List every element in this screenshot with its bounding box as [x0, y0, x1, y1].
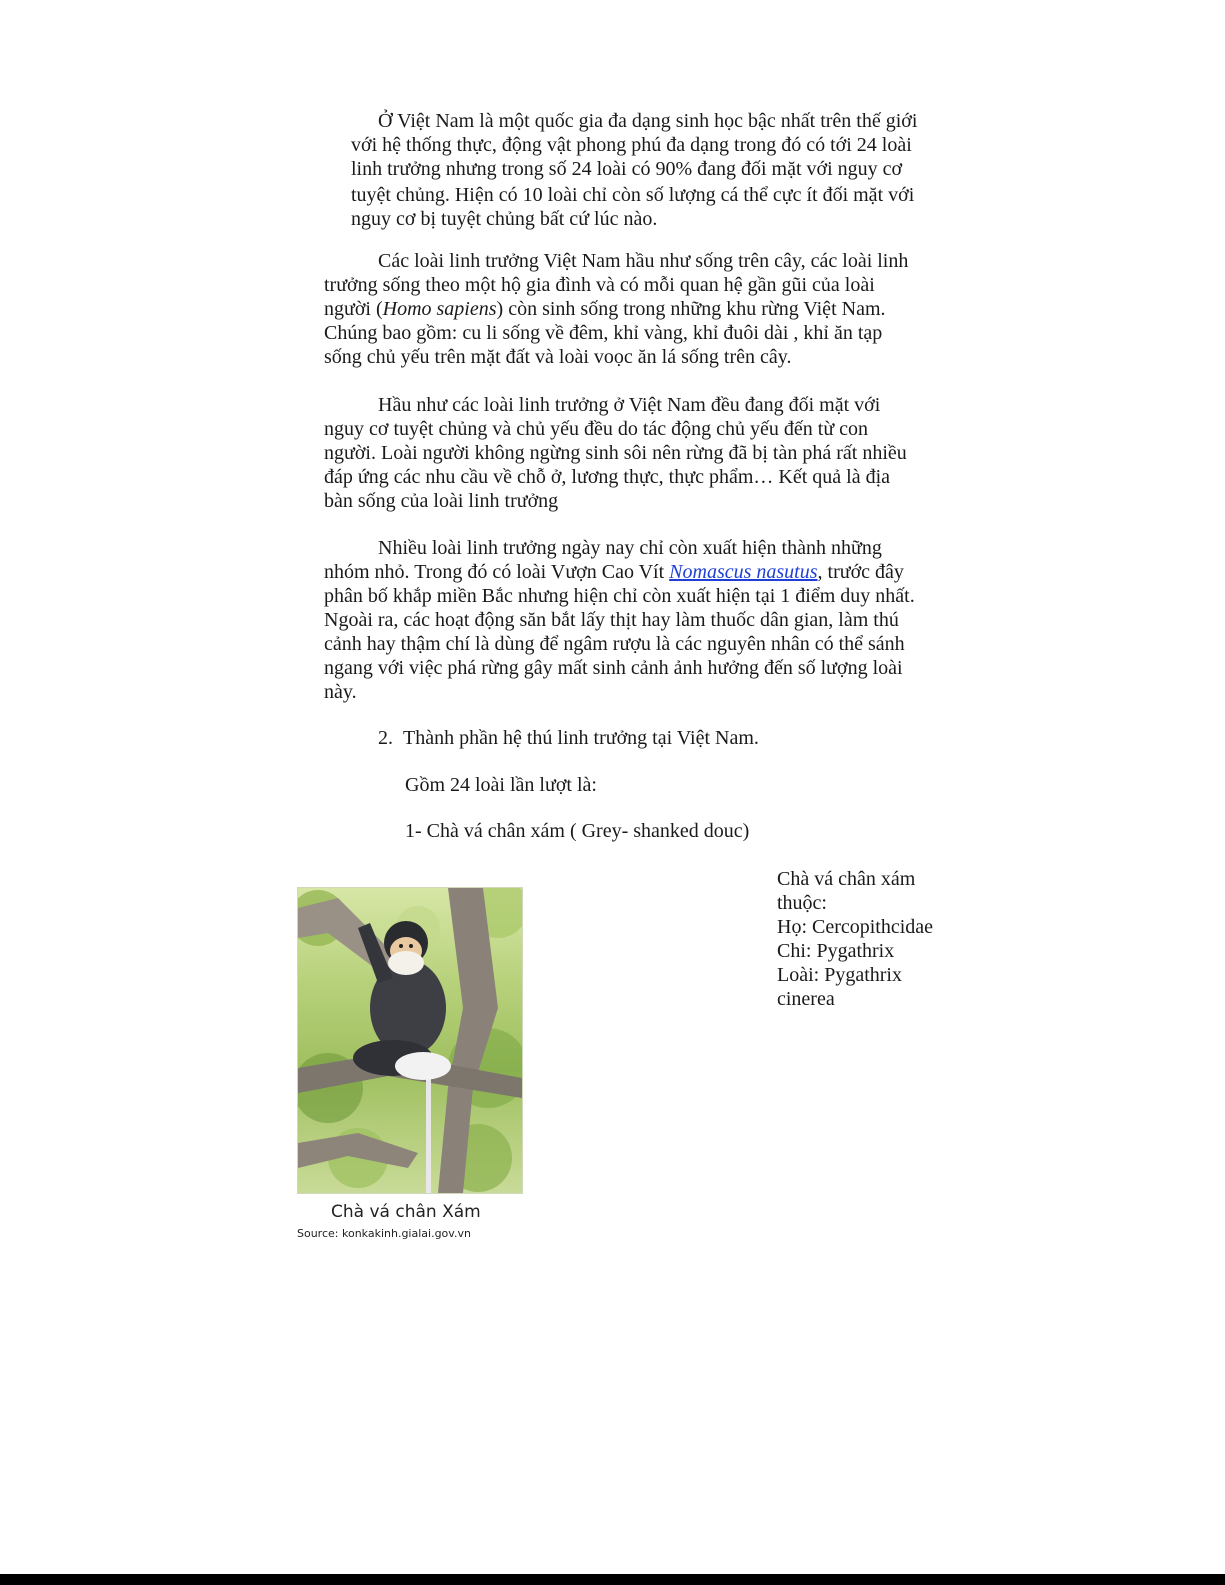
- text-line: với hệ thống thực, động vật phong phú đa dạng trong đó có tới 24 loài: [351, 134, 912, 156]
- section-title: Thành phần hệ thú linh trưởng tại Việt Nam.: [403, 727, 759, 749]
- paragraph-extinction-threat: [324, 393, 907, 513]
- species-figure: [297, 887, 523, 1240]
- text-line: Chúng bao gồm: cu li sống về đêm, khỉ vàng, khỉ đuôi dài , khỉ ăn tạp: [324, 322, 883, 344]
- text-line: này.: [324, 681, 357, 703]
- text-line: tuyệt chủng. Hiện có 10 loài chỉ còn số lượng cá thể cực ít đối mặt với: [351, 184, 915, 206]
- monkey-illustration: [298, 888, 522, 1193]
- text-segment: nhóm nhỏ. Trong đó có loài Vượn Cao Vít: [324, 561, 670, 583]
- text-line: cảnh hay thậm chí là dùng để ngâm rượu là các nguyên nhân có thể sánh: [324, 633, 905, 655]
- text-line: nguy cơ bị tuyệt chủng bất cứ lúc nào.: [351, 208, 658, 230]
- text-line: đáp ứng các nhu cầu về chỗ ở, lương thực, thực phẩm… Kết quả là địa: [324, 466, 891, 488]
- text-line: [324, 297, 908, 321]
- section-number: 2.: [378, 727, 393, 749]
- text-line: ngang với việc phá rừng gây mất sinh cảnh ảnh hưởng đến số lượng loài: [324, 657, 903, 679]
- text-line: nguy cơ tuyệt chủng và chủ yếu đều do tác động chủ yếu đến từ con: [324, 418, 869, 440]
- paragraph-intro: [351, 109, 917, 231]
- text-segment: ) còn sinh sống trong những khu rừng Việt Nam.: [496, 298, 886, 320]
- text-line: phân bố khắp miền Bắc nhưng hiện chỉ còn xuất hiện tại 1 điểm duy nhất.: [324, 585, 915, 607]
- text-line: [324, 560, 915, 584]
- figure-source: Source: konkakinh.gialai.gov.vn: [297, 1227, 471, 1240]
- text-line: Các loài linh trưởng Việt Nam hầu như sống trên cây, các loài linh: [378, 250, 909, 272]
- text-line: thuộc:: [777, 892, 827, 914]
- page-bottom-border: [0, 1574, 1225, 1585]
- section-intro: Gồm 24 loài lần lượt là:: [405, 774, 597, 796]
- text-line: Loài: Pygathrix: [777, 964, 902, 986]
- douc-photo: [297, 887, 523, 1194]
- paragraph-primate-habits: [324, 249, 908, 369]
- text-line: người. Loài người không ngừng sinh sôi nên rừng đã bị tàn phá rất nhiều: [324, 442, 907, 464]
- text-line: Nhiều loài linh trưởng ngày nay chỉ còn xuất hiện thành những: [378, 537, 882, 559]
- species-name-italic: Homo sapiens: [382, 298, 497, 320]
- paragraph-small-groups: [324, 536, 915, 704]
- text-line: Họ: Cercopithcidae: [777, 916, 934, 938]
- text-segment: người (: [324, 298, 383, 320]
- species-list-item: 1- Chà vá chân xám ( Grey- shanked douc): [405, 820, 750, 842]
- section-heading: [378, 726, 759, 750]
- text-segment: , trước đây: [817, 561, 904, 583]
- text-line: trưởng sống theo một hộ gia đình và có mỗi quan hệ gần gũi của loài: [324, 274, 875, 296]
- text-line: Chi: Pygathrix: [777, 940, 895, 962]
- text-line: Ngoài ra, các hoạt động săn bắt lấy thịt hay làm thuốc dân gian, làm thú: [324, 609, 899, 631]
- text-line: sống chủ yếu trên mặt đất và loài voọc ăn lá sống trên cây.: [324, 346, 792, 368]
- taxonomy-note: [777, 867, 933, 1011]
- text-line: linh trưởng nhưng trong số 24 loài có 90% đang đối mặt với nguy cơ: [351, 158, 903, 180]
- figure-caption: Chà vá chân Xám: [331, 1202, 481, 1222]
- text-line: Hầu như các loài linh trưởng ở Việt Nam đều đang đối mặt với: [378, 394, 881, 416]
- species-link[interactable]: Nomascus nasutus: [669, 561, 818, 583]
- text-line: Chà vá chân xám: [777, 868, 916, 890]
- text-line: bàn sống của loài linh trưởng: [324, 490, 559, 512]
- text-line: Ở Việt Nam là một quốc gia đa dạng sinh học bậc nhất trên thế giới: [378, 110, 918, 132]
- text-line: cinerea: [777, 988, 835, 1010]
